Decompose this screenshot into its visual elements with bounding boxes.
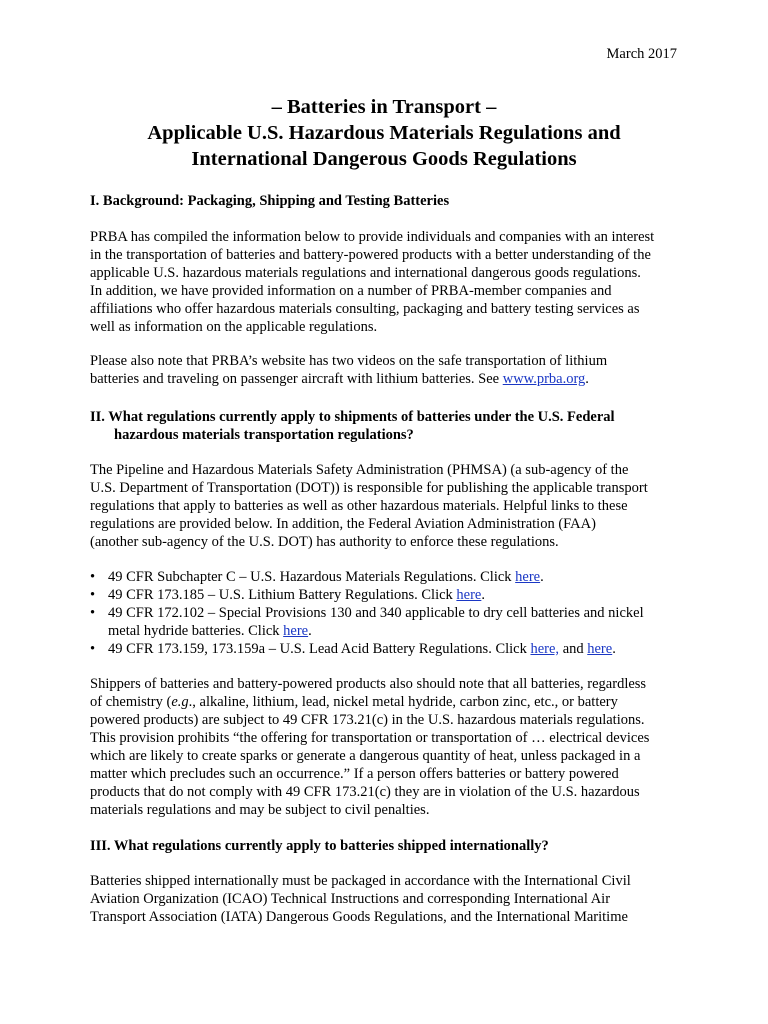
text-line: (another sub-agency of the U.S. DOT) has authority to enforce these regulations.: [90, 534, 559, 550]
text-line: In addition, we have provided information on a number of PRBA-member companies and: [90, 283, 612, 299]
text-line: which are likely to create sparks or generate a dangerous quantity of heat, unless packaged in a: [90, 748, 641, 764]
regulation-links-list: [90, 568, 690, 658]
text-line: applicable U.S. hazardous materials regulations and international dangerous goods regulations.: [90, 265, 641, 281]
text-line: The Pipeline and Hazardous Materials Safety Administration (PHMSA) (a sub-agency of the: [90, 462, 629, 478]
text-line: • 49 CFR 172.102 – Special Provisions 130 and 340 applicable to dry cell batteries and nickel: [108, 605, 644, 621]
text-line: regulations that apply to batteries as well as other hazardous materials. Helpful links to these: [90, 498, 628, 514]
list-item: [90, 604, 690, 640]
text-span: metal hydride batteries. Click: [108, 623, 284, 639]
hazmat-regulations-link[interactable]: here: [515, 569, 541, 585]
title-line-3: International Dangerous Goods Regulations: [191, 148, 577, 170]
lead-acid-regulations-link-1[interactable]: here,: [530, 641, 560, 657]
section-1-paragraph-1: [90, 228, 690, 336]
text-line: well as information on the applicable regulations.: [90, 319, 378, 335]
text-span: .: [308, 623, 312, 639]
text-span: ., alkaline, lithium, lead, nickel metal hydride, carbon zinc, etc., or battery: [188, 694, 618, 710]
section-1-paragraph-2: [90, 352, 690, 388]
section-3-paragraph-1: [90, 872, 690, 926]
title-line-1: – Batteries in Transport –: [271, 96, 497, 118]
text-line: regulations are provided below. In addition, the Federal Aviation Administration (FAA): [90, 516, 596, 532]
list-item: [90, 640, 690, 658]
prba-website-link[interactable]: www.prba.org: [502, 371, 586, 387]
text-line: Shippers of batteries and battery-powered products also should note that all batteries, regardless: [90, 676, 647, 692]
text-line: matter which precludes such an occurrence.” If a person offers batteries or battery powered: [90, 766, 619, 782]
title-line-2: Applicable U.S. Hazardous Materials Regulations and: [147, 122, 621, 144]
list-item: [90, 586, 690, 604]
text-line: [90, 370, 690, 388]
text-line: [90, 693, 690, 711]
text-line: powered products) are subject to 49 CFR 173.21(c) in the U.S. hazardous materials regulations.: [90, 712, 645, 728]
text-line: [108, 622, 690, 640]
text-line: Please also note that PRBA’s website has two videos on the safe transportation of lithium: [90, 353, 608, 369]
text-line: Batteries shipped internationally must be packaged in accordance with the International Civil: [90, 873, 631, 889]
text-line: This provision prohibits “the offering for transportation or transportation of … electrical devices: [90, 730, 650, 746]
heading-line: II. What regulations currently apply to shipments of batteries under the U.S. Federal: [90, 409, 615, 425]
section-2-paragraph-2: [90, 675, 690, 819]
text-line: materials regulations and may be subject to civil penalties.: [90, 802, 430, 818]
text-line: U.S. Department of Transportation (DOT)) is responsible for publishing the applicable transport: [90, 480, 648, 496]
text-span: of chemistry (: [90, 694, 172, 710]
section-2-paragraph-1: [90, 461, 690, 551]
text-span: 49 CFR 173.159, 173.159a – U.S. Lead Acid Battery Regulations. Click: [108, 641, 531, 657]
text-line: products that do not comply with 49 CFR 173.21(c) they are in violation of the U.S. hazardous: [90, 784, 640, 800]
text-span: .: [612, 641, 616, 657]
text-line: affiliations who offer hazardous materials consulting, packaging and battery testing services as: [90, 301, 640, 317]
document-date: March 2017: [606, 46, 677, 62]
document-title: [0, 94, 768, 172]
section-3-heading: III. What regulations currently apply to batteries shipped internationally?: [90, 838, 549, 854]
lithium-battery-regulations-link[interactable]: here: [456, 587, 482, 603]
text-span: batteries and traveling on passenger aircraft with lithium batteries. See: [90, 371, 503, 387]
text-line: in the transportation of batteries and battery-powered products with a better understanding of the: [90, 247, 651, 263]
text-span: .: [540, 569, 544, 585]
text-line: Transport Association (IATA) Dangerous Goods Regulations, and the International Maritime: [90, 909, 628, 925]
lead-acid-regulations-link-2[interactable]: here: [587, 641, 613, 657]
text-span: .: [585, 371, 589, 387]
text-span: .: [481, 587, 485, 603]
section-1-heading: I. Background: Packaging, Shipping and Testing Batteries: [90, 193, 450, 209]
heading-line: hazardous materials transportation regulations?: [114, 427, 414, 443]
text-line: PRBA has compiled the information below to provide individuals and companies with an interest: [90, 229, 655, 245]
list-item: [90, 568, 690, 586]
special-provisions-link[interactable]: here: [283, 623, 309, 639]
text-span: 49 CFR Subchapter C – U.S. Hazardous Materials Regulations. Click: [108, 569, 516, 585]
section-2-heading: [90, 408, 690, 444]
text-line: Aviation Organization (ICAO) Technical Instructions and corresponding International Air: [90, 891, 611, 907]
text-span: and: [559, 641, 588, 657]
text-span: 49 CFR 173.185 – U.S. Lithium Battery Regulations. Click: [108, 587, 457, 603]
text-span-italic: e.g: [171, 694, 189, 710]
